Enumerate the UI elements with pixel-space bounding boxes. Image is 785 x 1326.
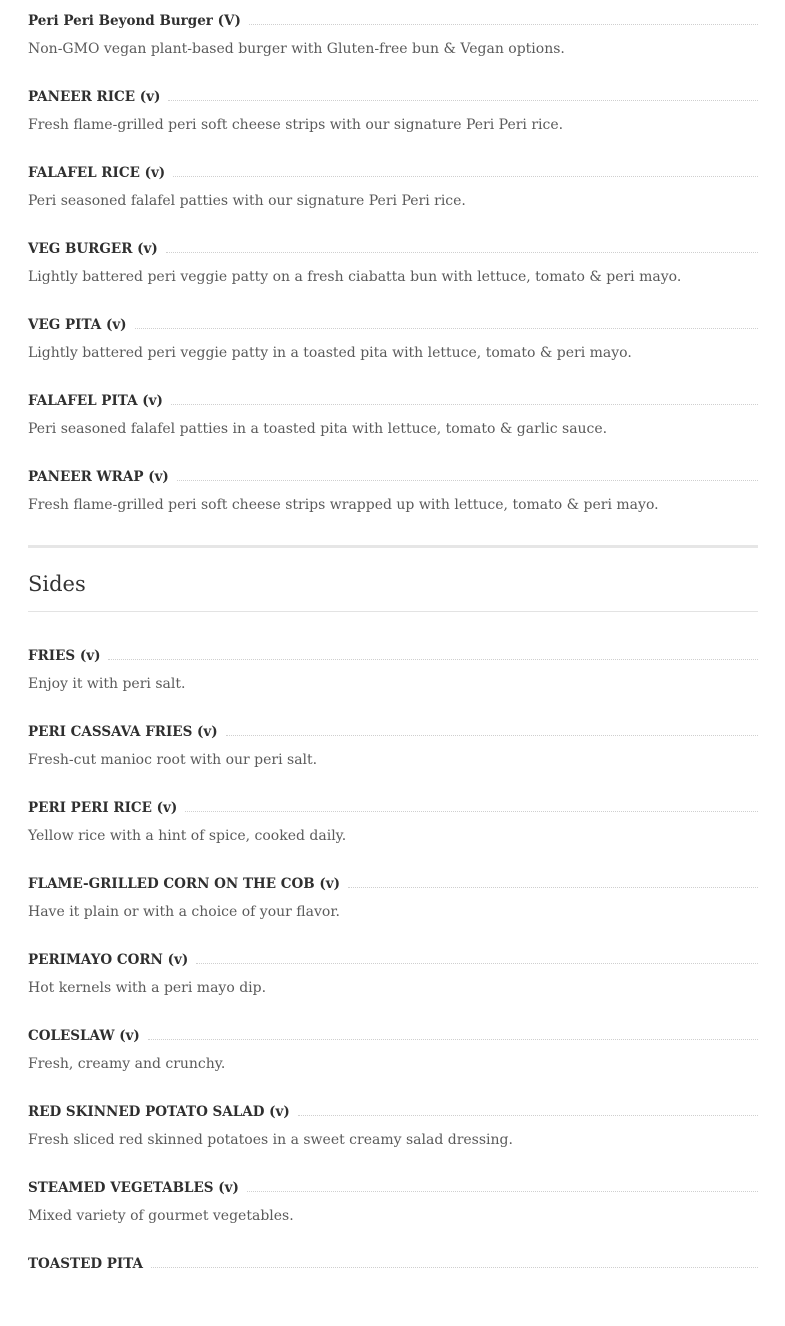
menu-item-description: Hot kernels with a peri mayo dip. [28,980,267,996]
menu-item-name: PANEER RICE (v) [28,89,161,105]
vegetarian-items-list [28,7,758,539]
menu-item-header [28,159,758,187]
menu-item-header [28,870,758,898]
menu-item-description: Peri seasoned falafel patties in a toasted pita with lettuce, tomato & garlic sauce. [28,421,608,437]
dotted-leader [196,963,758,964]
dotted-leader [108,659,758,660]
menu-item-description: Fresh sliced red skinned potatoes in a sweet creamy salad dressing. [28,1132,513,1148]
menu-item-name: FRIES (v) [28,648,101,664]
menu-item-description: Yellow rice with a hint of spice, cooked daily. [28,828,347,844]
dotted-leader [298,1115,758,1116]
menu-item [28,159,758,235]
menu-item-header [28,7,758,35]
menu-item-header [28,946,758,974]
menu-item-description: Fresh-cut manioc root with our peri salt. [28,752,318,768]
menu-item [28,946,758,1022]
menu-item-header [28,1022,758,1050]
menu-item-description: Non-GMO vegan plant-based burger with Gluten-free bun & Vegan options. [28,41,565,57]
dotted-leader [171,404,758,405]
menu-item [28,463,758,539]
menu-item-description: Have it plain or with a choice of your flavor. [28,904,340,920]
menu-item [28,1022,758,1098]
section-title-sides: Sides [28,572,86,596]
dotted-leader [226,735,758,736]
dotted-leader [177,480,758,481]
menu-item-description: Fresh flame-grilled peri soft cheese strips wrapped up with lettuce, tomato & peri mayo. [28,497,659,513]
menu-item-header [28,1250,758,1278]
menu-item-header [28,235,758,263]
menu-item-name: Peri Peri Beyond Burger (V) [28,13,241,29]
menu-item-description: Fresh, creamy and crunchy. [28,1056,226,1072]
menu-item [28,387,758,463]
menu-item-name: FLAME-GRILLED CORN ON THE COB (v) [28,876,340,892]
menu-item-description: Lightly battered peri veggie patty on a fresh ciabatta bun with lettuce, tomato & peri mayo. [28,269,682,285]
menu-item [28,7,758,83]
menu-item-name: PANEER WRAP (v) [28,469,169,485]
section-title-underline [28,611,758,612]
menu-item-name: STEAMED VEGETABLES (v) [28,1180,239,1196]
menu-item-name: VEG PITA (v) [28,317,127,333]
menu-item-name: PERIMAYO CORN (v) [28,952,189,968]
menu-item-header [28,794,758,822]
menu-item [28,311,758,387]
dotted-leader [185,811,758,812]
menu-item-name: TOASTED PITA [28,1256,144,1272]
menu-item [28,1174,758,1250]
menu-item-name: RED SKINNED POTATO SALAD (v) [28,1104,290,1120]
menu-item-description: Enjoy it with peri salt. [28,676,186,692]
menu-item-description: Peri seasoned falafel patties with our signature Peri Peri rice. [28,193,466,209]
menu-item-header [28,311,758,339]
menu-item [28,870,758,946]
dotted-leader [166,252,758,253]
menu-item-name: VEG BURGER (v) [28,241,158,257]
menu-item-header [28,718,758,746]
menu-item-header [28,387,758,415]
dotted-leader [148,1039,758,1040]
dotted-leader [249,24,758,25]
dotted-leader [247,1191,758,1192]
menu-item-description: Fresh flame-grilled peri soft cheese strips with our signature Peri Peri rice. [28,117,564,133]
menu-item-header [28,642,758,670]
menu-item-name: COLESLAW (v) [28,1028,140,1044]
menu-item-description: Mixed variety of gourmet vegetables. [28,1208,294,1224]
menu-item-name: PERI PERI RICE (v) [28,800,178,816]
menu-item-header [28,463,758,491]
menu-item-description: Lightly battered peri veggie patty in a toasted pita with lettuce, tomato & peri mayo. [28,345,632,361]
menu-item [28,83,758,159]
menu-item [28,1098,758,1174]
menu-item-header [28,83,758,111]
section-divider [28,545,758,548]
menu-item [28,642,758,718]
dotted-leader [348,887,758,888]
menu-item-header [28,1174,758,1202]
dotted-leader [151,1267,758,1268]
menu-item [28,235,758,311]
menu-item [28,794,758,870]
dotted-leader [168,100,758,101]
menu-item-name: PERI CASSAVA FRIES (v) [28,724,218,740]
sides-items-list [28,642,758,1326]
dotted-leader [135,328,758,329]
menu-item-name: FALAFEL RICE (v) [28,165,166,181]
menu-item-header [28,1098,758,1126]
dotted-leader [173,176,758,177]
menu-item-name: FALAFEL PITA (v) [28,393,163,409]
menu-item [28,718,758,794]
menu-item [28,1250,758,1326]
